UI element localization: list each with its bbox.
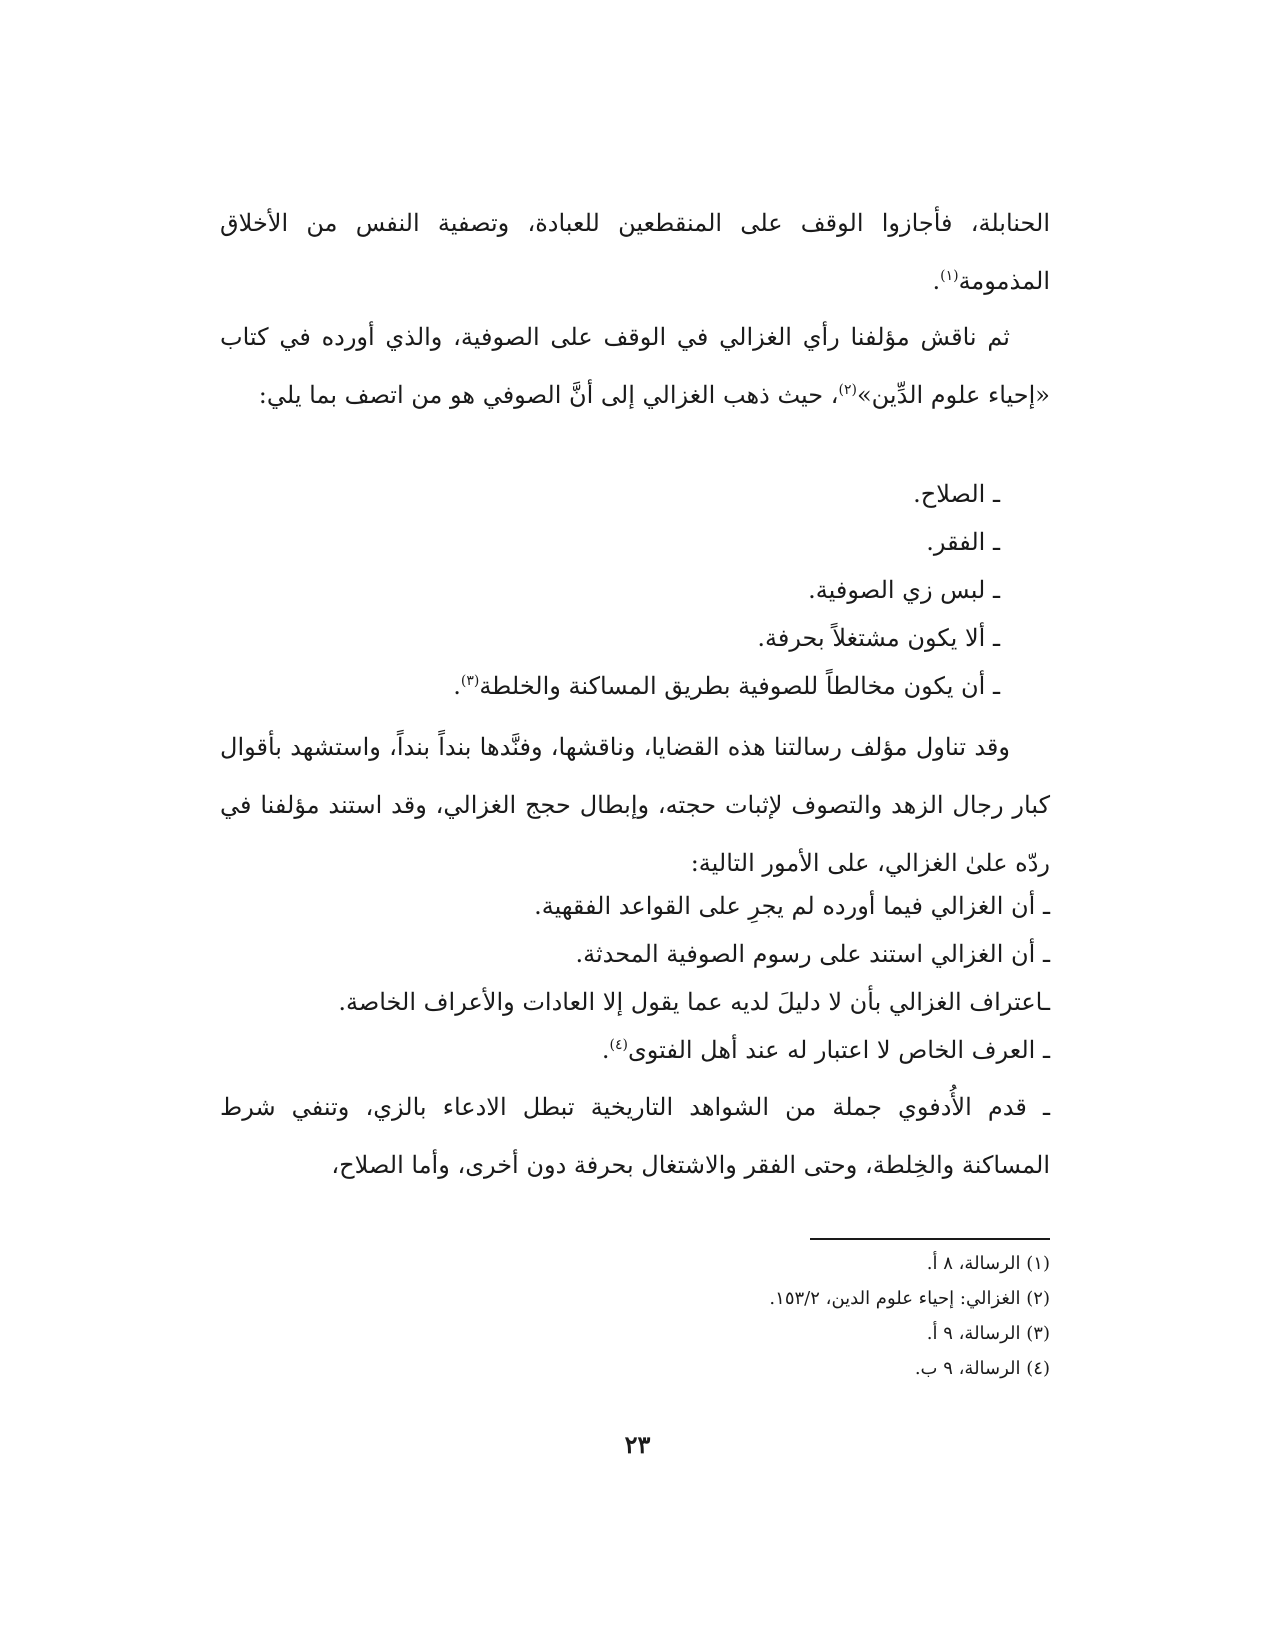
paragraph-1-end: . <box>932 267 941 295</box>
paragraph-2-end: ، حيث ذهب الغزالي إلى أنَّ الصوفي هو من اتصف بما يلي: <box>258 381 839 409</box>
footnote-ref-3: (٣) <box>460 673 480 689</box>
rebuttal-item: ـ العرف الخاص لا اعتبار له عند أهل الفتوى$^{(٤)}$. <box>601 1036 1050 1064</box>
paragraph-2 <box>220 308 1050 424</box>
paragraph-4: ـ قدم الأُدفوي جملة من الشواهد التاريخية تبطل الادعاء بالزي، وتنفي شرط المساكنة والخِلطة، وحتى الفقر والاشتغال بحرفة دون أخرى، وأما الصلاح، <box>220 1093 1050 1179</box>
paragraph-2-text: ثم ناقش مؤلفنا رأي الغزالي في الوقف على الصوفية، والذي أورده في كتاب «إحياء علوم الدِّين» <box>220 323 1050 409</box>
condition-item: ـ الفقر. <box>926 528 1000 556</box>
footnote-ref-1: (١) <box>940 268 959 284</box>
rebuttals-list <box>220 882 1050 1074</box>
footnote-ref-2: (٢) <box>838 382 857 398</box>
paragraph-1 <box>220 194 1050 310</box>
condition-item: ـ لبس زي الصوفية. <box>808 576 1000 604</box>
footnotes <box>220 1246 1050 1386</box>
paragraph-rebuttal-intro <box>220 718 1050 892</box>
conditions-list <box>220 470 1050 710</box>
paragraph-3: وقد تناول مؤلف رسالتنا هذه القضايا، وناقشها، وفنَّدها بنداً بنداً، واستشهد بأقوال كبار رجال الزهد والتصوف لإثبات حجته، وإبطال حجج الغزالي، وقد استند مؤلفنا في ردّه علىٰ الغزالي، على الأمور التالية: <box>220 733 1050 877</box>
paragraph-udfuwi <box>220 1078 1050 1194</box>
footnote-2: (٢) الغزالي: إحياء علوم الدين، ١٥٣/٢. <box>769 1288 1050 1309</box>
footnote-3: (٣) الرسالة، ٩ أ. <box>926 1323 1050 1344</box>
paragraph-intro <box>220 194 1050 310</box>
footnote-1: (١) الرسالة، ٨ أ. <box>926 1253 1050 1274</box>
condition-item: ـ أن يكون مخالطاً للصوفية بطريق المساكنة والخلطة$^{(٣)}$. <box>453 672 1000 700</box>
footnote-separator <box>810 1238 1050 1240</box>
rebuttal-item: ـاعتراف الغزالي بأن لا دليلَ لديه عما يقول إلا العادات والأعراف الخاصة. <box>338 988 1050 1016</box>
page-number: ٢٣ <box>624 1430 651 1459</box>
rebuttal-item: ـ أن الغزالي استند على رسوم الصوفية المحدثة. <box>575 940 1050 968</box>
condition-item: ـ الصلاح. <box>913 480 1000 508</box>
paragraph-1-text: الحنابلة، فأجازوا الوقف على المنقطعين للعبادة، وتصفية النفس من الأخلاق المذمومة <box>220 209 1050 295</box>
condition-item: ـ ألا يكون مشتغلاً بحرفة. <box>757 624 1000 652</box>
paragraph-ghazali <box>220 308 1050 424</box>
footnote-ref-4: (٤) <box>609 1037 628 1053</box>
footnote-4: (٤) الرسالة، ٩ ب. <box>914 1358 1050 1379</box>
rebuttal-item: ـ أن الغزالي فيما أورده لم يجرِ على القواعد الفقهية. <box>534 892 1050 920</box>
